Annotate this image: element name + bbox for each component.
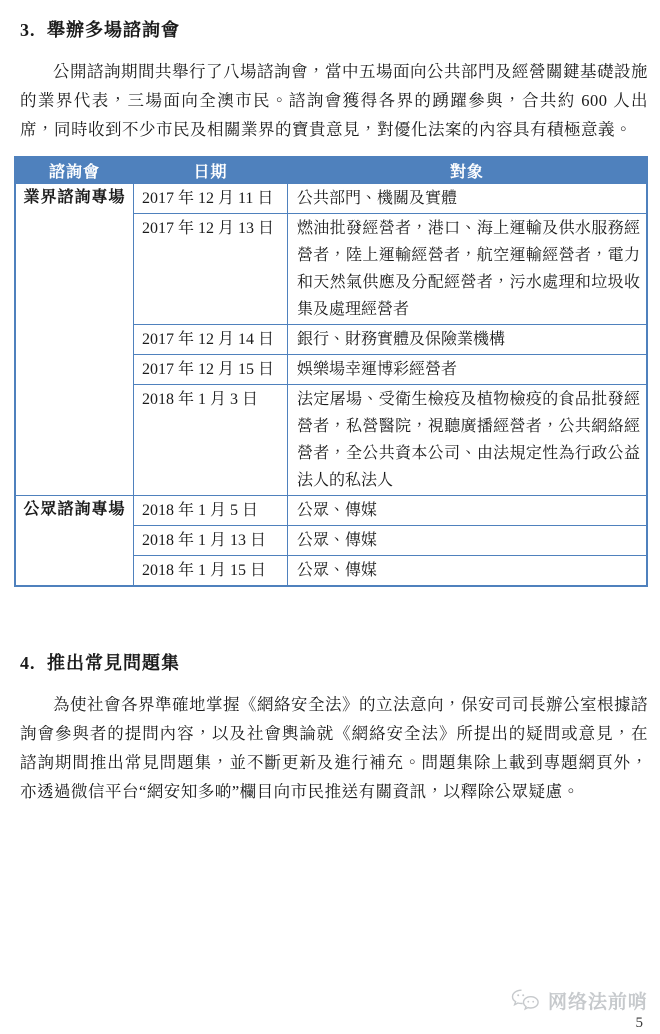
table-cell-date: 2018 年 1 月 13 日 [134,525,288,555]
section-4-paragraph: 為使社會各界準確地掌握《網絡安全法》的立法意向，保安司司長辦公室根據諮詢會參與者的提問內容，以及社會輿論就《網絡安全法》所提出的疑問或意見，在諮詢期間推出常見問題集，並不斷更新及進行補充。問題集除上載到專題網頁外，亦透過微信平台“網安知多啲”欄目向市民推送有關資訊，以釋除公眾疑慮。 [20,694,648,801]
watermark [508,987,648,1014]
table-cell-date: 2018 年 1 月 5 日 [134,495,288,525]
section-3-number: 3. [20,20,36,40]
column-header-date: 日期 [134,157,288,183]
section-3-paragraph: 公開諮詢期間共舉行了八場諮詢會，當中五場面向公共部門及經營關鍵基礎設施的業界代表，三場面向全澳市民。諮詢會獲得各界的踴躍參與，合共約 600 人出席，同時收到不少市民及相關業界的寶貴意見，對優化法案的內容具有積極意義。 [20,62,649,139]
table-cell-target: 燃油批發經營者，港口、海上運輸及供水服務經營者，陸上運輸經營者，航空運輸經營者，電力和天然氣供應及分配經營者，污水處理和垃圾收集及處理經營者 [287,213,647,324]
consultation-sessions-table [14,156,648,587]
table-cell-date: 2017 年 12 月 13 日 [134,213,288,324]
table-group-label-public: 公眾諮詢專場 [15,495,134,586]
table-cell-date: 2017 年 12 月 15 日 [134,354,288,384]
page-footer [508,987,648,1032]
section-4-heading [20,649,648,675]
table-cell-target: 公眾、傳媒 [287,555,647,586]
table-cell-target: 銀行、財務實體及保險業機構 [287,324,647,354]
table-cell-date: 2017 年 12 月 11 日 [134,183,288,213]
wechat-icon [508,988,542,1013]
table-cell-date: 2018 年 1 月 15 日 [134,555,288,586]
section-3-title: 舉辦多場諮詢會 [47,20,180,40]
column-header-target: 對象 [287,157,647,183]
table-header-row [15,157,647,183]
table-cell-date: 2018 年 1 月 3 日 [134,384,288,495]
section-4-number: 4. [20,652,36,673]
table-cell-date: 2017 年 12 月 14 日 [134,324,288,354]
table-group-label-industry: 業界諮詢專場 [15,183,134,495]
column-header-session: 諮詢會 [15,157,134,183]
section-3-heading [20,16,648,42]
table-cell-target: 法定屠場、受衛生檢疫及植物檢疫的食品批發經營者，私營醫院，視聽廣播經營者，公共網絡經營者，全公共資本公司、由法規定性為行政公益法人的私法人 [287,384,647,495]
table-cell-target: 娛樂場幸運博彩經營者 [287,354,647,384]
table-cell-target: 公共部門、機關及實體 [287,183,647,213]
watermark-label: 网络法前哨 [547,992,648,1013]
table-cell-target: 公眾、傳媒 [287,525,647,555]
section-4-title: 推出常見問題集 [47,652,180,673]
table-cell-target: 公眾、傳媒 [287,495,647,525]
page-number: 5 [635,1015,643,1031]
table-row [15,495,647,525]
table-row [15,183,647,213]
